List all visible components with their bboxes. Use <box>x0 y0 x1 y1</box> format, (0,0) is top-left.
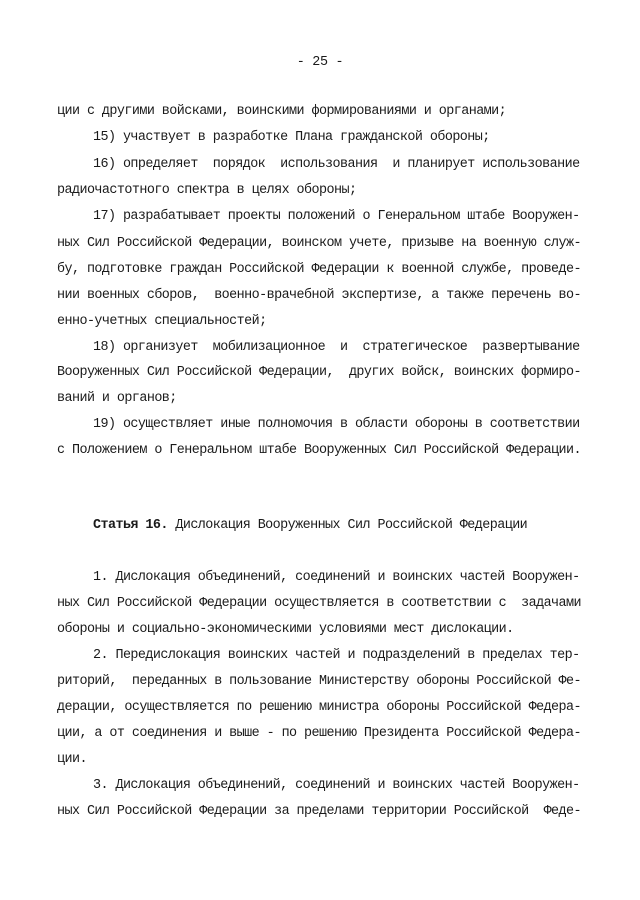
text-line: 19) осуществляет иные полномочия в области обороны в соответствии <box>93 417 580 432</box>
text-line: 18) организует мобилизационное и стратегическое развертывание <box>93 340 580 355</box>
text-line: ных Сил Российской Федерации осуществляется в соответствии с задачами <box>57 596 581 611</box>
text-line: 3. Дислокация объединений, соединений и воинских частей Вооружен- <box>93 778 580 793</box>
text-line: обороны и социально-экономическими условиями мест дислокации. <box>57 622 514 637</box>
text-line: ных Сил Российской Федерации за пределами территории Российской Феде- <box>57 804 581 819</box>
text-line: 17) разрабатывает проекты положений о Генеральном штабе Вооружен- <box>93 209 580 224</box>
text-line: бу, подготовке граждан Российской Федерации к военной службе, проведе- <box>57 262 581 277</box>
text-line: 16) определяет порядок использования и планирует использование <box>93 157 580 172</box>
text-line: нии военных сборов, военно-врачебной экспертизе, а также перечень во- <box>57 288 581 303</box>
text-line: ных Сил Российской Федерации, воинском учете, призыве на военную служ- <box>57 236 581 251</box>
text-line: 2. Передислокация воинских частей и подразделений в пределах тер- <box>93 648 580 663</box>
text-line: ваний и органов; <box>57 391 177 406</box>
text-line: 1. Дислокация объединений, соединений и воинских частей Вооружен- <box>93 570 580 585</box>
text-line: ции. <box>57 752 87 767</box>
text-line: 15) участвует в разработке Плана гражданской обороны; <box>93 130 490 145</box>
text-line: риторий, переданных в пользование Министерству обороны Российской Фе- <box>57 674 581 689</box>
text-line: Вооруженных Сил Российской Федерации, других войск, воинских формиро- <box>57 365 581 380</box>
text-line: енно-учетных специальностей; <box>57 314 267 329</box>
page-number: - 25 - <box>296 55 344 70</box>
article-heading <box>93 518 527 533</box>
text-line: дерации, осуществляется по решению министра обороны Российской Федера- <box>57 700 581 715</box>
text-line: радиочастотного спектра в целях обороны; <box>57 183 357 198</box>
article-title: Дислокация Вооруженных Сил Российской Федерации <box>167 518 528 533</box>
text-line: ции с другими войсками, воинскими формированиями и органами; <box>57 104 507 119</box>
text-line: с Положением о Генеральном штабе Вооруженных Сил Российской Федерации. <box>57 443 581 458</box>
text-line: ции, а от соединения и выше - по решению Президента Российской Федера- <box>57 726 581 741</box>
article-label: Статья 16. <box>93 518 168 533</box>
